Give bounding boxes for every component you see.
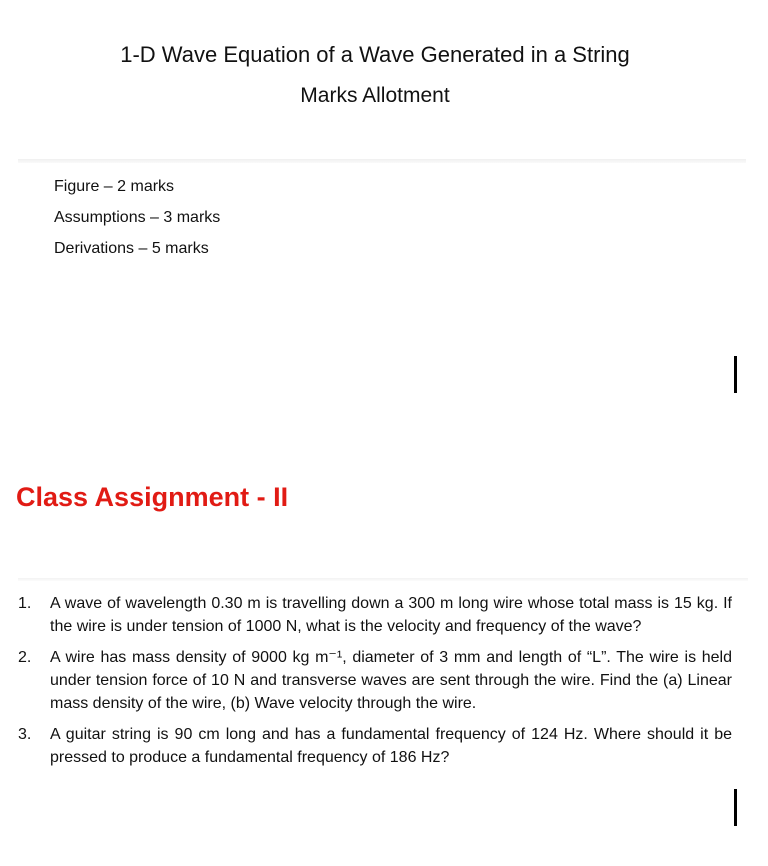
list-item [18, 723, 732, 769]
question-number: 1. [18, 595, 32, 612]
question-text: A guitar string is 90 cm long and has a fundamental frequency of 124 Hz. Where should it be pressed to produce a fundamental frequency of 186 Hz? [50, 726, 732, 766]
marks-list [54, 177, 220, 270]
question-number: 2. [18, 649, 32, 666]
text-cursor [734, 356, 737, 393]
marks-item-assumptions: Assumptions – 3 marks [54, 209, 221, 226]
list-item [18, 592, 732, 638]
questions-list [18, 592, 732, 777]
marks-item-derivations: Derivations – 5 marks [54, 240, 209, 257]
section-divider [18, 578, 748, 581]
question-number: 3. [18, 726, 32, 743]
list-item [18, 646, 732, 715]
marks-item-figure: Figure – 2 marks [54, 178, 175, 195]
slide-subtitle: Marks Allotment [300, 84, 450, 107]
question-text: A wave of wavelength 0.30 m is travelling down a 300 m long wire whose total mass is 15 kg. If the wire is under tension of 1000 N, what is the velocity and frequency of the wave? [50, 595, 732, 635]
header-divider [18, 159, 746, 163]
question-text: A wire has mass density of 9000 kg m⁻¹, diameter of 3 mm and length of “L”. The wire is held under tension force of 10 N and transverse waves are sent through the wire. Find the (a) Linear mass density of the wire, (b) Wave velocity through the wire. [50, 649, 732, 712]
assignment-heading: Class Assignment - II [16, 482, 289, 512]
text-cursor [734, 789, 737, 826]
slide-title: 1-D Wave Equation of a Wave Generated in a String [120, 42, 630, 67]
slide-marks-allotment [0, 0, 768, 290]
